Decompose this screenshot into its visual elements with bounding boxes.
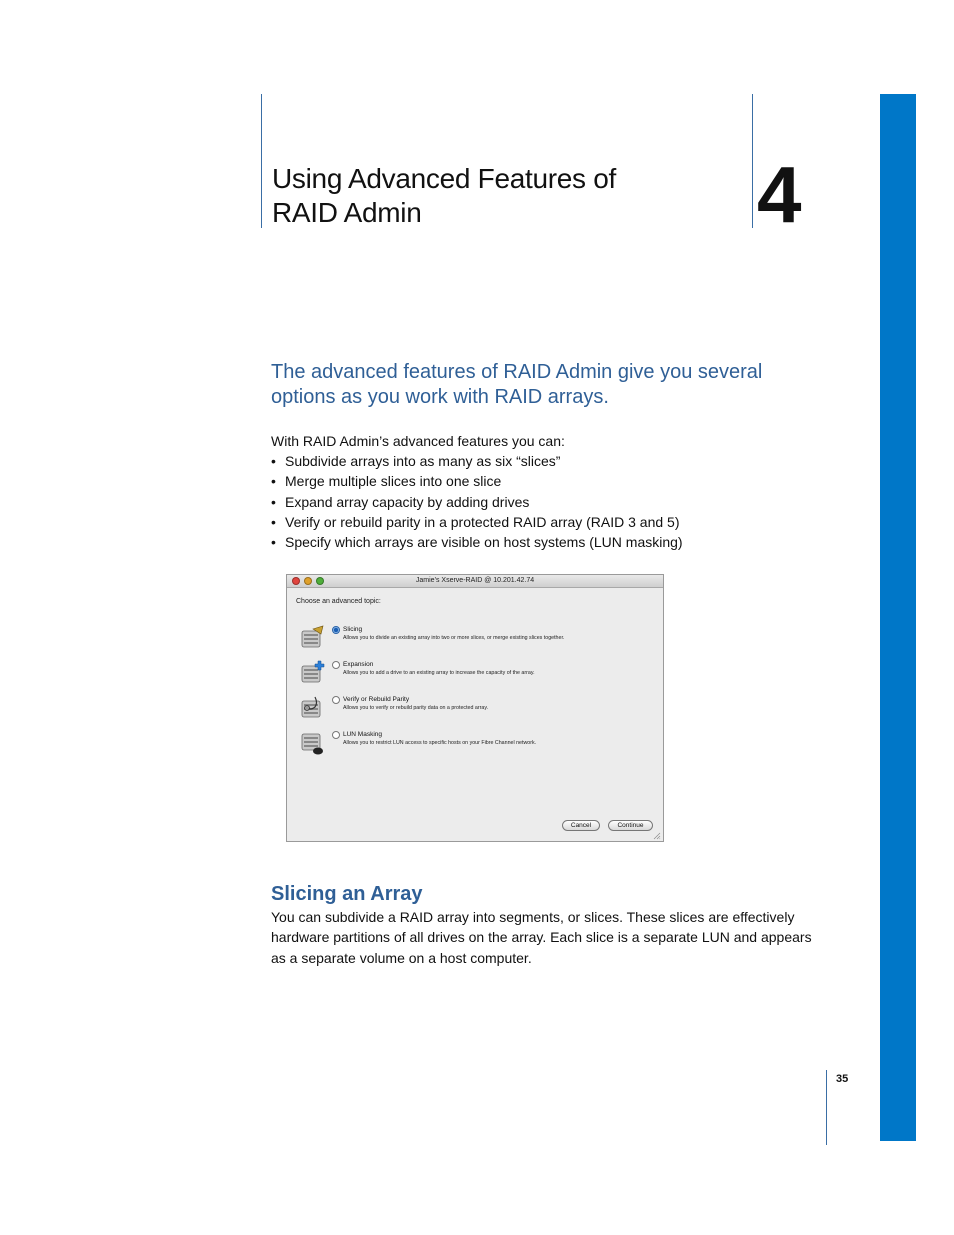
- lun-masking-radio[interactable]: [332, 731, 340, 739]
- bullet-glyph: •: [271, 534, 276, 551]
- bullet-text: Verify or rebuild parity in a protected RAID array (RAID 3 and 5): [285, 513, 680, 530]
- drive-expansion-icon: [299, 660, 325, 686]
- option-lun-masking[interactable]: [299, 730, 649, 760]
- chapter-title-line1: Using Advanced Features of: [272, 163, 616, 194]
- list-item: [271, 471, 683, 491]
- chapter-number: 4: [757, 150, 802, 239]
- bullet-text: Merge multiple slices into one slice: [285, 473, 502, 490]
- option-description: Allows you to add a drive to an existing array to increase the capacity of the array.: [343, 670, 535, 676]
- option-verify-parity[interactable]: [299, 695, 649, 725]
- cancel-button[interactable]: Cancel: [562, 820, 600, 831]
- option-expansion[interactable]: [299, 660, 649, 690]
- option-description: Allows you to verify or rebuild parity data on a protected array.: [343, 705, 489, 711]
- window-title: Jamie’s Xserve-RAID @ 10.201.42.74: [415, 577, 535, 584]
- bullet-glyph: •: [271, 513, 276, 530]
- bullet-text: Subdivide arrays into as many as six “slices”: [285, 453, 561, 469]
- window-titlebar: [287, 575, 663, 588]
- option-title: Slicing: [343, 626, 363, 633]
- chapter-title-line2: RAID Admin: [272, 197, 422, 228]
- page-number-rule: [826, 1070, 827, 1145]
- bullet-text: Expand array capacity by adding drives: [285, 493, 530, 510]
- resize-grip-icon[interactable]: [653, 832, 661, 840]
- bullet-glyph: •: [271, 473, 276, 490]
- option-title: Verify or Rebuild Parity: [343, 696, 410, 703]
- section-body-line: as a separate volume on a host computer.: [271, 950, 532, 966]
- topic-prompt: Choose an advanced topic:: [296, 598, 381, 605]
- drive-slicing-icon: [299, 625, 325, 651]
- bullet-glyph: •: [271, 493, 276, 510]
- list-item: [271, 532, 683, 552]
- continue-button[interactable]: Continue: [608, 820, 653, 831]
- section-body-line: hardware partitions of all drives on the array. Each slice is a separate LUN and appears: [271, 929, 812, 945]
- lead-in-text: With RAID Admin’s advanced features you can:: [271, 433, 565, 449]
- section-body-line: You can subdivide a RAID array into segments, or slices. These slices are effectively: [271, 909, 795, 925]
- option-description: Allows you to divide an existing array into two or more slices, or merge existing slices together.: [343, 635, 565, 641]
- list-item: [271, 451, 683, 471]
- bullet-glyph: •: [271, 453, 276, 469]
- expansion-radio[interactable]: [332, 661, 340, 669]
- window-body: [287, 588, 663, 842]
- slicing-radio[interactable]: [332, 626, 340, 634]
- option-title: Expansion: [343, 661, 374, 668]
- title-left-rule: [261, 94, 262, 228]
- page-number: 35: [836, 1073, 849, 1085]
- drive-lun-icon: [299, 730, 325, 756]
- feature-list: [271, 451, 683, 552]
- section-heading: Slicing an Array: [271, 883, 423, 905]
- bullet-text: Specify which arrays are visible on host systems (LUN masking): [285, 534, 683, 551]
- chapter-side-tab: [880, 94, 916, 1141]
- option-description: Allows you to restrict LUN access to specific hosts on your Fibre Channel network.: [343, 740, 537, 746]
- intro-paragraph: The advanced features of RAID Admin give you several options as you work with RAID arrays.: [271, 361, 763, 408]
- option-title: LUN Masking: [343, 731, 383, 738]
- verify-parity-radio[interactable]: [332, 696, 340, 704]
- title-right-rule: [752, 94, 753, 228]
- list-item: [271, 492, 683, 512]
- raid-admin-window-screenshot: [286, 574, 664, 842]
- drive-verify-icon: [299, 695, 325, 721]
- chapter-title: [272, 162, 616, 230]
- option-slicing[interactable]: [299, 625, 649, 655]
- list-item: [271, 512, 683, 532]
